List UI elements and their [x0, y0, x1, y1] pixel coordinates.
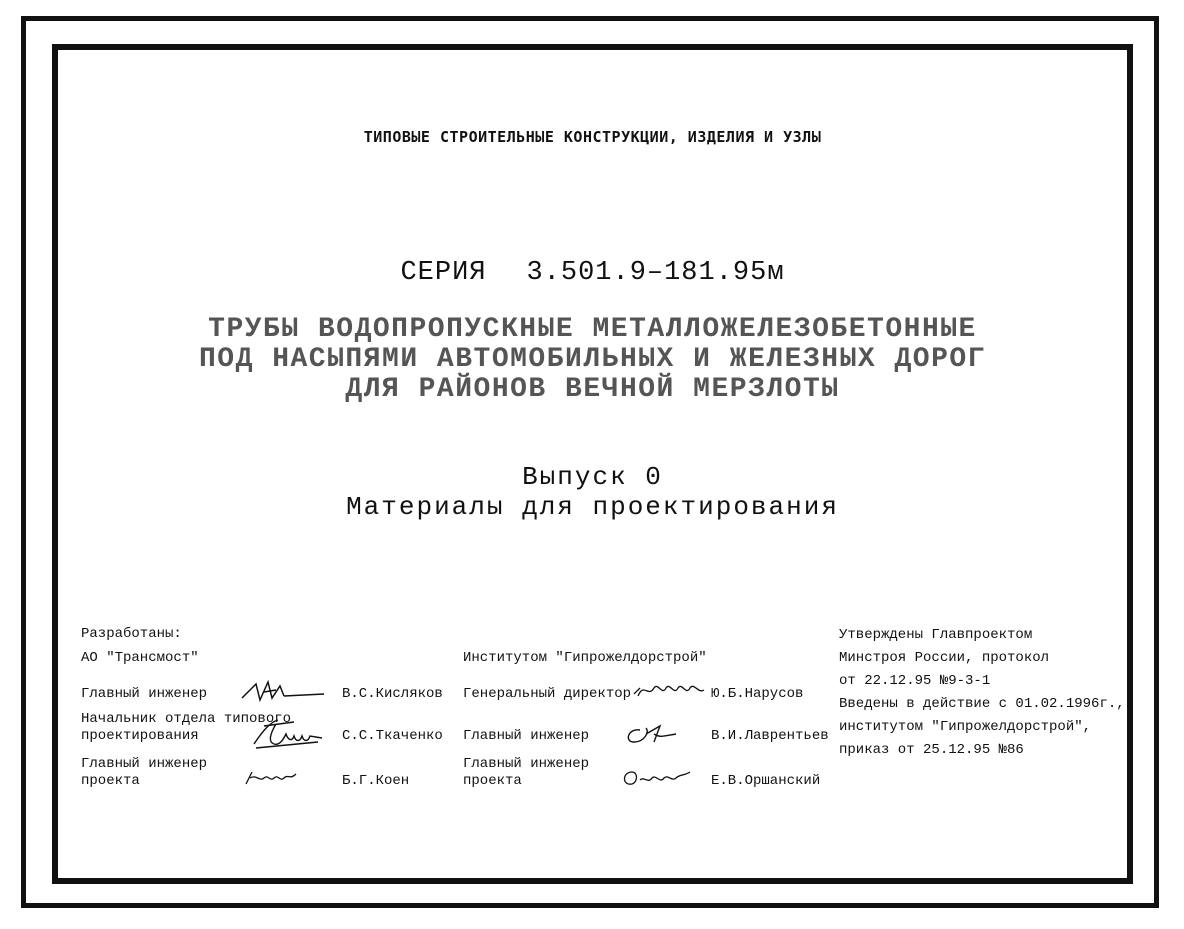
left-signatory-3-position-line2: проекта — [81, 773, 140, 789]
middle-signatory-2-position: Главный инженер — [463, 728, 590, 744]
approval-line-6: приказ от 25.12.95 №86 — [839, 742, 1024, 758]
middle-signatory-3-position-line2: проекта — [463, 773, 522, 789]
middle-signatory-3-name: Е.В.Оршанский — [711, 773, 821, 789]
signature-koen — [242, 766, 302, 790]
issue-number: Выпуск 0 — [522, 462, 663, 492]
approval-line-4: Введены в действие с 01.02.1996г., — [839, 696, 1125, 712]
signature-narusov — [632, 678, 710, 702]
signature-orshansky — [620, 764, 692, 790]
left-signatory-1-position: Главный инженер — [81, 686, 208, 702]
middle-signatory-1-name: Ю.Б.Нарусов — [711, 686, 804, 702]
document-header: ТИПОВЫЕ СТРОИТЕЛЬНЫЕ КОНСТРУКЦИИ, ИЗДЕЛИЯ И УЗЛЫ — [363, 128, 822, 146]
left-signatory-1-name: В.С.Кисляков — [342, 686, 443, 702]
middle-signatory-2-name: В.И.Лаврентьев — [711, 728, 829, 744]
signature-kislyakov — [236, 676, 328, 706]
approval-line-2: Минстроя России, протокол — [839, 650, 1050, 666]
title-line-1: ТРУБЫ ВОДОПРОПУСКНЫЕ МЕТАЛЛОЖЕЛЕЗОБЕТОННЫЕ — [208, 314, 977, 345]
left-signatory-3-name: Б.Г.Коен — [342, 773, 410, 789]
approval-line-5: институтом "Гипрожелдорстрой", — [839, 719, 1092, 735]
series-line — [52, 258, 1133, 288]
series-label: СЕРИЯ — [400, 258, 487, 288]
approval-line-3: от 22.12.95 №9-3-1 — [839, 673, 991, 689]
developer-org-left: АО "Трансмост" — [81, 650, 199, 666]
left-signatory-3-position-line1: Главный инженер — [81, 756, 208, 772]
approval-line-1: Утверждены Главпроектом — [839, 627, 1033, 643]
signature-lavrentiev — [620, 720, 680, 748]
series-number: 3.501.9–181.95м — [526, 258, 785, 288]
title-line-3: ДЛЯ РАЙОНОВ ВЕЧНОЙ МЕРЗЛОТЫ — [345, 374, 840, 405]
left-signatory-2-position-line2: проектирования — [81, 728, 199, 744]
developed-label: Разработаны: — [81, 626, 182, 642]
developer-org-middle: Институтом "Гипрожелдорстрой" — [463, 650, 707, 666]
document-subtitle: Материалы для проектирования — [346, 492, 839, 522]
middle-signatory-3-position-line1: Главный инженер — [463, 756, 590, 772]
left-signatory-2-name: С.С.Ткаченко — [342, 728, 443, 744]
signature-tkachenko — [248, 712, 328, 752]
left-signatory-2-position-line1: Начальник отдела типового — [81, 711, 292, 727]
title-line-2: ПОД НАСЫПЯМИ АВТОМОБИЛЬНЫХ И ЖЕЛЕЗНЫХ ДОРОГ — [198, 344, 987, 375]
middle-signatory-1-position: Генеральный директор — [463, 686, 632, 702]
